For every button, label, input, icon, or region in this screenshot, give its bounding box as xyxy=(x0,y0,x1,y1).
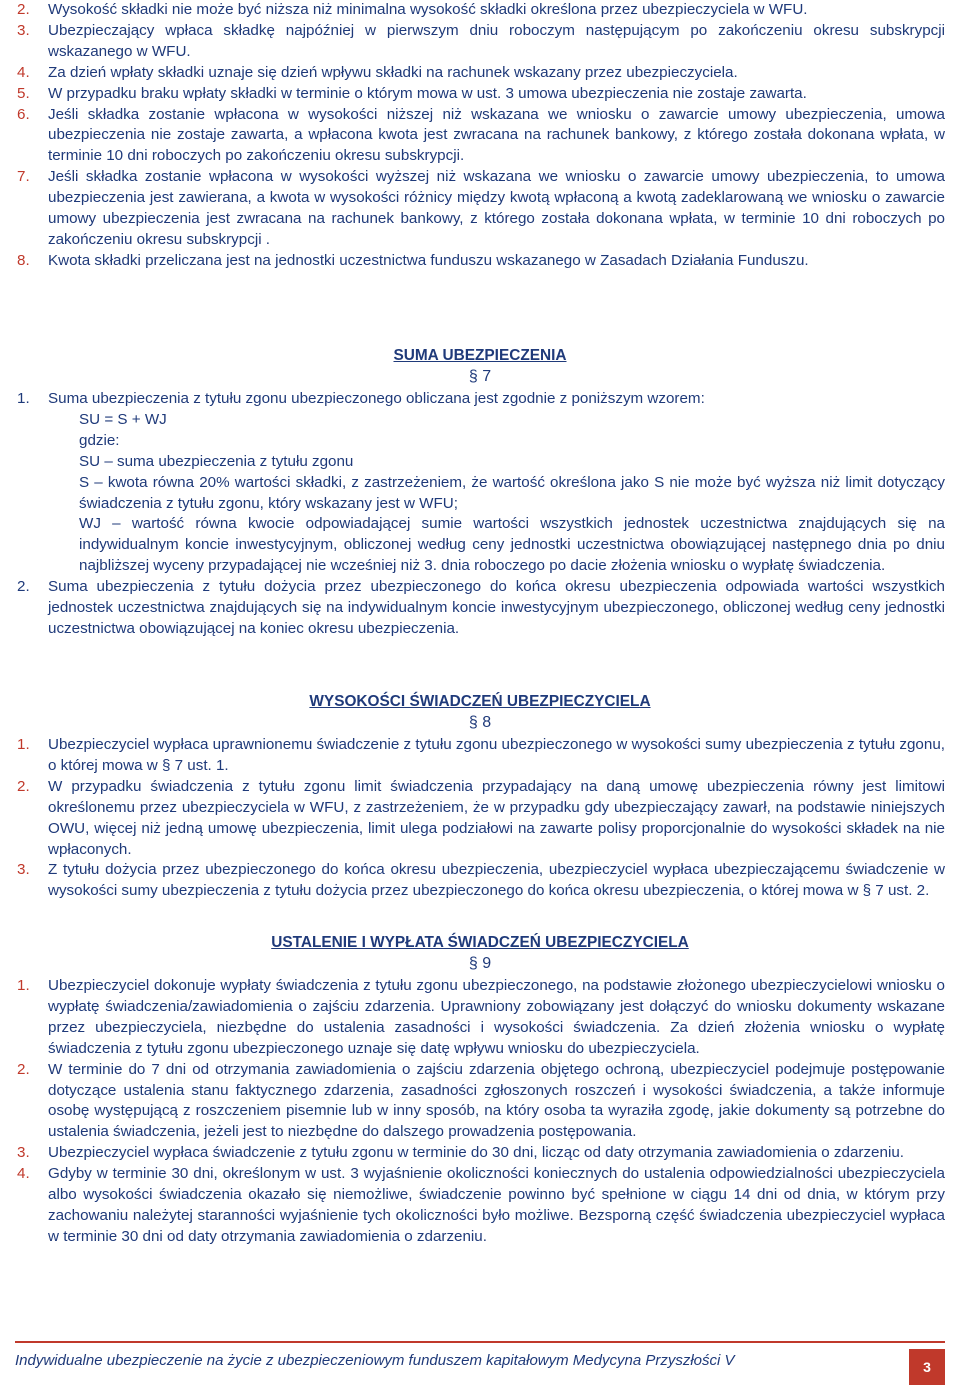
list-item xyxy=(17,1143,945,1164)
list-item xyxy=(17,63,945,84)
item-number: 4. xyxy=(17,1165,30,1183)
item-number: 1. xyxy=(17,977,30,994)
item-number: 2. xyxy=(17,1060,30,1078)
item-text: Kwota składki przeliczana jest na jednostki uczestnictwa funduszu wskazanego w Zasadach Działania Funduszu. xyxy=(48,251,809,269)
item-text: Gdyby w terminie 30 dni, określonym w ust. 3 wyjaśnienie okoliczności koniecznych do ustalenia odpowiedzialności ubezpieczyciela albo wysokości świadczenia okazało się niemożliwe, świadczenie powinno być spełnione w ciągu 14 dni od dnia, w którym przy zachowaniu należytej staranności wyjaśnienie tych okoliczności było możliwe. Bezsporną część świadczenia ubezpieczyciel wypłaca w terminie 30 dni od daty otrzymania zawiadomienia o zdarzeniu. xyxy=(48,1165,945,1245)
page-number-badge: 3 xyxy=(909,1349,945,1385)
section9-content xyxy=(17,976,945,1248)
formula: SU = S + WJ xyxy=(79,410,167,428)
item-number: 6. xyxy=(17,105,30,123)
item-number: 5. xyxy=(17,84,30,102)
list-item xyxy=(17,251,945,272)
item-text: Z tytułu dożycia przez ubezpieczonego do końca okresu ubezpieczenia, ubezpieczyciel wypłaca ubezpieczającemu świadczenie w wysokości sumy ubezpieczenia z tytułu dożycia przez ubezpieczonego do końca okresu ubezpieczenia, o której mowa w § 7 ust. 2. xyxy=(48,861,945,900)
item-text: W przypadku świadczenia z tytułu zgonu limit świadczenia przypadający na daną umowę ubezpieczenia równy jest limitowi określonemu przez ubezpieczyciela w WFU, z zastrzeżeniem, że w przypadku gdy ubezpieczający zawarł, na podstawie niniejszych OWU, więcej niż jedną umowę ubezpieczenia, limit ulega podziałowi na zawarte polisy proporcjonalnie do wysokości składek na nie wpłaconych. xyxy=(48,777,945,858)
definition-su: SU – suma ubezpieczenia z tytułu zgonu xyxy=(79,452,354,470)
list-item xyxy=(17,21,945,63)
item-number: 3. xyxy=(17,1144,30,1162)
paragraph-number-8: § 8 xyxy=(468,714,492,731)
item-number: 3. xyxy=(17,861,30,879)
item-number: 3. xyxy=(17,21,30,39)
list-item xyxy=(17,84,945,105)
paragraph-number-7: § 7 xyxy=(468,368,492,385)
item-text: W przypadku braku wpłaty składki w terminie o którym mowa w ust. 3 umowa ubezpieczenia nie zostaje zawarta. xyxy=(48,84,807,102)
section-heading-payment: USTALENIE I WYPŁATA ŚWIADCZEŃ UBEZPIECZYCIELA xyxy=(271,934,689,951)
item-text: Jeśli składka zostanie wpłacona w wysokości niższej niż wskazana we wniosku o zawarcie umowy ubezpieczenia, umowa ubezpieczenia nie zostaje zawarta, a wpłacona kwota jest zwracana na rachunek bankowy, z którego została dokonana wpłata, w terminie 10 dni roboczych po zakończeniu okresu subskrypcji. xyxy=(48,105,945,165)
item-number: 7. xyxy=(17,168,30,186)
item-text: Za dzień wpłaty składki uznaje się dzień wpływu składki na rachunek wskazany przez ubezpieczyciela. xyxy=(48,63,738,81)
formula-block xyxy=(17,410,945,577)
list-item xyxy=(17,1060,945,1144)
item-number: 2. xyxy=(17,777,30,795)
footer-divider xyxy=(15,1341,945,1343)
premium-rules-list xyxy=(17,0,945,272)
item-number: 1. xyxy=(17,390,30,407)
item-text: Jeśli składka zostanie wpłacona w wysokości wyższej niż wskazana we wniosku o zawarcie umowy ubezpieczenia, to umowa ubezpieczenia jest zawierana, a kwota w wysokości różnicy między kwotą wpłaconą a kwotą zadeklarowaną we wniosku o zawarcie umowy ubezpieczenia jest zwracana na rachunek bankowy, z którego została dokonana wpłata, w terminie 10 dni roboczych po zakończeniu okresu subskrypcji . xyxy=(48,168,945,248)
definition-wj: WJ – wartość równa kwocie odpowiadającej sumie wartości wszystkich jednostek uczestnictwa znajdujących się na indywidualnym koncie inwestycyjnym, obliczonej według ceny jednostki uczestnictwa obowiązującej następnego dnia po dniu najbliższej wyceny przypadającej nie wcześniej niż 3. dnia roboczego po dacie złożenia wniosku o wypłatę świadczenia. xyxy=(79,515,945,575)
item-number: 1. xyxy=(17,736,30,753)
list-item xyxy=(17,860,945,902)
definition-s: S – kwota równa 20% wartości składki, z zastrzeżeniem, że wartość określona jako S nie może być wyższa niż limit dotyczący świadczenia z tytułu zgonu, który wskazany jest w WFU; xyxy=(79,473,945,512)
list-item xyxy=(17,167,945,251)
list-item xyxy=(17,577,945,640)
item-text: Ubezpieczający wpłaca składkę najpóźniej w pierwszym dniu roboczym następującym po zakończeniu okresu subskrypcji wskazanego w WFU. xyxy=(48,21,945,60)
item-number: 4. xyxy=(17,63,30,81)
item-text: Wysokość składki nie może być niższa niż minimalna wysokość składki określona przez ubezpieczyciela w WFU. xyxy=(48,1,808,18)
list-item xyxy=(17,105,945,168)
list-item xyxy=(17,0,945,21)
item-text: Ubezpieczyciel dokonuje wypłaty świadczenia z tytułu zgonu ubezpieczonego, na podstawie złożonego ubezpieczycielowi wniosku o wypłatę świadczenia/zawiadomienia o zajściu zdarzenia. Uprawniony zobowiązany jest dołączyć do wniosku dokumenty wskazane przez ubezpieczyciela, niezbędne do ustalenia zasadności i wysokości świadczenia. Za dzień złożenia wniosku o wypłatę świadczenia z tytułu zgonu ubezpieczonego uznaje się datę wpływu wniosku do ubezpieczyciela. xyxy=(48,977,945,1057)
item-text: W terminie do 7 dni od otrzymania zawiadomienia o zajściu zdarzenia objętego ochroną, ubezpieczyciel podejmuje postępowanie dotyczące ustalenia stanu faktycznego zdarzenia, zasadności zgłoszonych roszczeń i wysokości świadczenia, a także informuje osobę występującą z roszczeniem pisemnie lub w inny sposób, na który osoba ta wyraziła zgodę, jakie dokumenty są potrzebne do ustalenia świadczenia, jeżeli jest to niezbędne do dalszego prowadzenia postępowania. xyxy=(48,1060,945,1141)
section-heading-benefits: WYSOKOŚCI ŚWIADCZEŃ UBEZPIECZYCIELA xyxy=(309,693,651,710)
section-heading-sum: SUMA UBEZPIECZENIA xyxy=(393,347,567,364)
item-text: Suma ubezpieczenia z tytułu dożycia przez ubezpieczonego do końca okresu ubezpieczenia odpowiada wartości wszystkich jednostek uczestnictwa znajdujących się na indywidualnym koncie inwestycyjnym ubezpieczonego, obliczonej według ceny jednostki uczestnictwa obowiązującej na koniec okresu ubezpieczenia. xyxy=(48,578,945,637)
list-item xyxy=(17,1164,945,1248)
list-item xyxy=(17,777,945,861)
item-number: 8. xyxy=(17,251,30,269)
list-item xyxy=(17,389,945,410)
item-number: 2. xyxy=(17,578,30,596)
item-text: Suma ubezpieczenia z tytułu zgonu ubezpieczonego obliczana jest zgodnie z poniższym wzorem: xyxy=(48,390,705,407)
item-number: 2. xyxy=(17,1,30,18)
section7-content xyxy=(17,389,945,640)
item-text: Ubezpieczyciel wypłaca świadczenie z tytułu zgonu w terminie do 30 dni, licząc od daty otrzymania zawiadomienia o zdarzeniu. xyxy=(48,1144,904,1162)
item-text: Ubezpieczyciel wypłaca uprawnionemu świadczenie z tytułu zgonu ubezpieczonego w wysokości sumy ubezpieczenia z tytułu zgonu, o której mowa w § 7 ust. 1. xyxy=(48,736,945,774)
section8-content xyxy=(17,735,945,902)
list-item xyxy=(17,735,945,777)
formula-where: gdzie: xyxy=(79,431,120,449)
list-item xyxy=(17,976,945,1060)
paragraph-number-9: § 9 xyxy=(468,955,492,972)
footer-title: Indywidualne ubezpieczenie na życie z ubezpieczeniowym funduszem kapitałowym Medycyna Przyszłości V xyxy=(15,1352,735,1369)
